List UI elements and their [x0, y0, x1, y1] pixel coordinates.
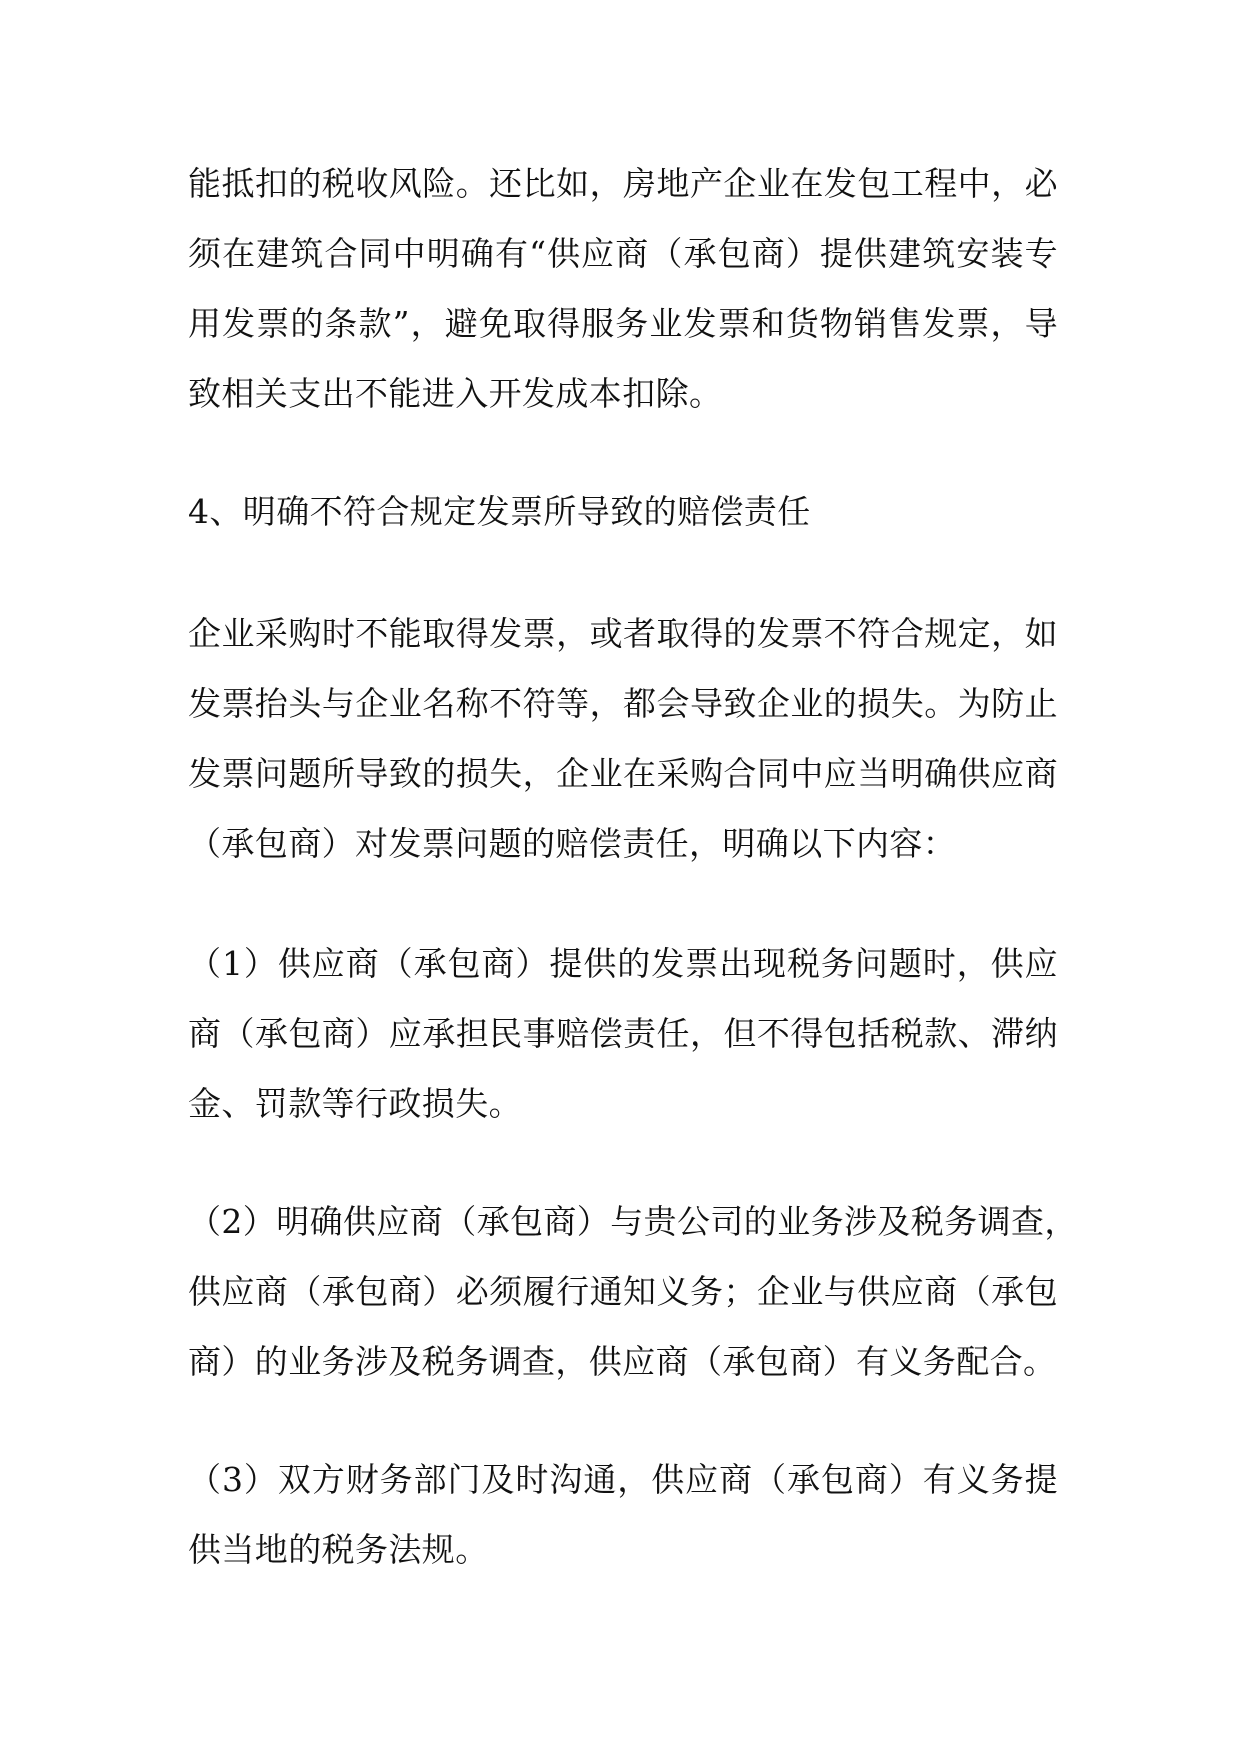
list-item-2-line: （2）明确供应商（承包商）与贵公司的业务涉及税务调查， — [188, 1202, 1078, 1241]
paragraph-main-line: 发票问题所导致的损失，企业在采购合同中应当明确供应商 — [188, 754, 1058, 793]
list-item-3-line: 供当地的税务法规。 — [188, 1530, 489, 1569]
paragraph-main-line: （承包商）对发票问题的赔偿责任，明确以下内容： — [188, 824, 957, 863]
paragraph-intro-line: 能抵扣的税收风险。还比如，房地产企业在发包工程中，必 — [188, 164, 1058, 203]
paragraph-main-line: 企业采购时不能取得发票，或者取得的发票不符合规定，如 — [188, 614, 1058, 653]
list-item-1-line: 金、罚款等行政损失。 — [188, 1084, 522, 1123]
paragraph-main-line: 发票抬头与企业名称不符等，都会导致企业的损失。为防止 — [188, 684, 1058, 723]
list-item-1-line: 商（承包商）应承担民事赔偿责任，但不得包括税款、滞纳 — [188, 1014, 1058, 1053]
paragraph-intro-line: 须在建筑合同中明确有“供应商（承包商）提供建筑安装专 — [188, 234, 1058, 273]
list-item-2-line: 商）的业务涉及税务调查，供应商（承包商）有义务配合。 — [188, 1342, 1057, 1381]
section-heading: 4、明确不符合规定发票所导致的赔偿责任 — [188, 492, 811, 531]
paragraph-intro-line: 用发票的条款”，避免取得服务业发票和货物销售发票，导 — [188, 304, 1058, 343]
list-item-3-line: （3）双方财务部门及时沟通，供应商（承包商）有义务提 — [188, 1460, 1058, 1499]
list-item-2-line: 供应商（承包商）必须履行通知义务；企业与供应商（承包 — [188, 1272, 1058, 1311]
paragraph-intro-line: 致相关支出不能进入开发成本扣除。 — [188, 374, 723, 413]
list-item-1-line: （1）供应商（承包商）提供的发票出现税务问题时，供应 — [188, 944, 1058, 983]
